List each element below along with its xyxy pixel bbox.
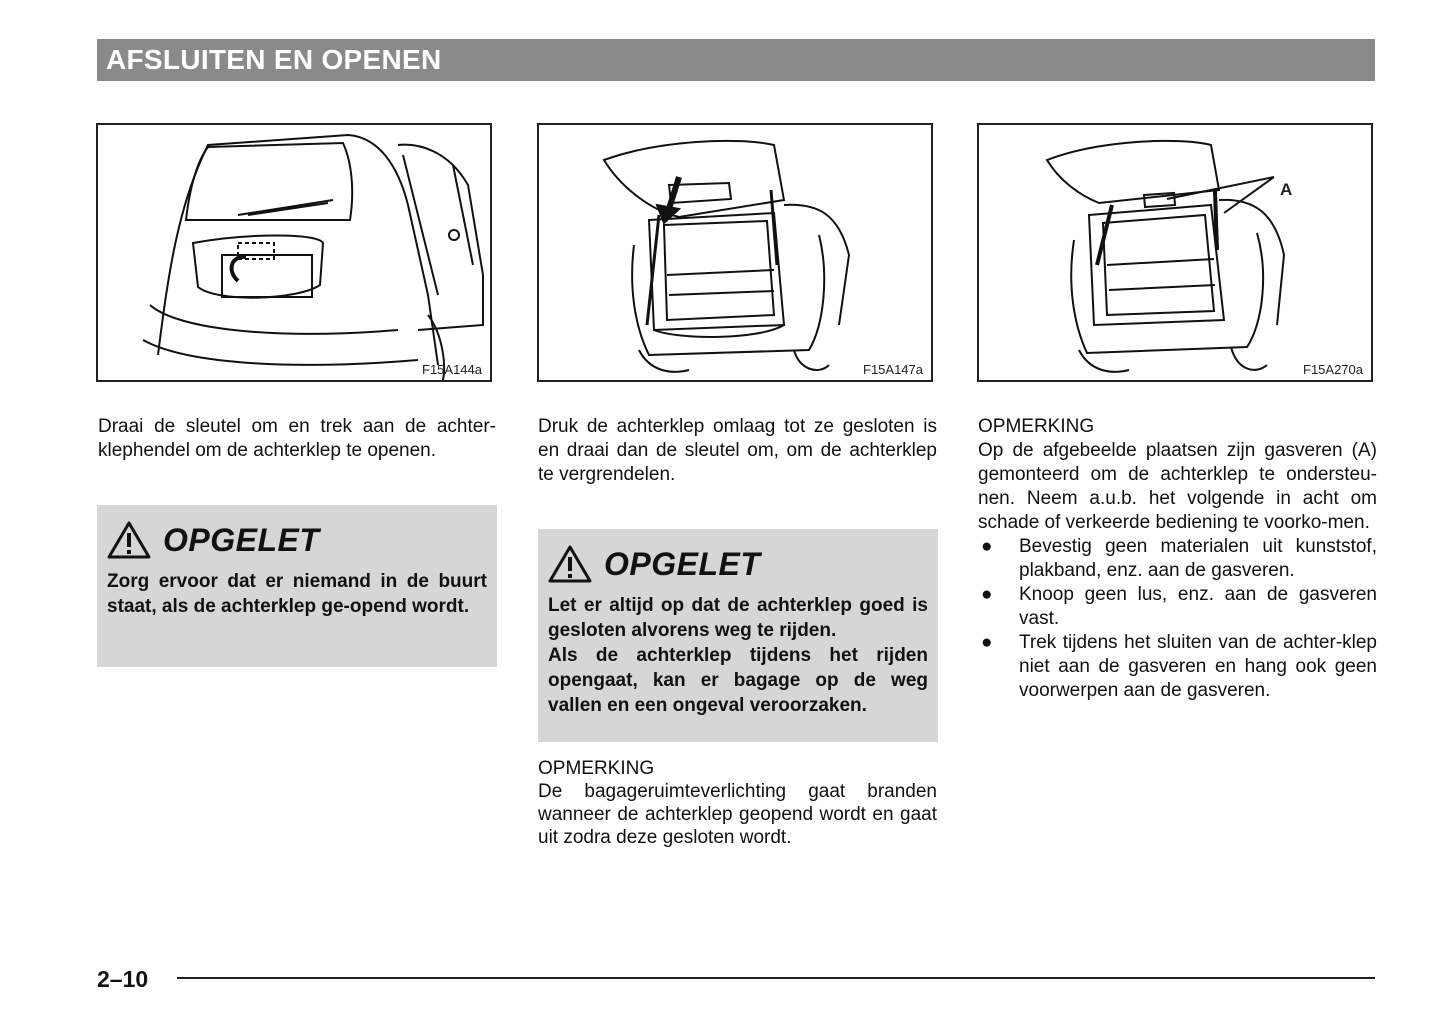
car-rear-handle-illustration (98, 125, 490, 380)
warning-triangle-icon (548, 544, 592, 584)
caution-title-row (107, 515, 487, 565)
instruction-close: Druk de achterklep omlaag tot ze gesloten is en draai dan de sleutel om, om de achterklep te vergrendelen. (538, 416, 937, 485)
warning-triangle-icon (107, 520, 151, 560)
bullet-icon: ● (981, 632, 993, 653)
bullet-list (978, 535, 1377, 703)
section-title: AFSLUITEN EN OPENEN (106, 44, 442, 75)
caution-box-1 (97, 505, 497, 667)
column-2 (538, 415, 937, 487)
caution-title: OPGELET (163, 521, 320, 558)
caution-text-2: Als de achterklep tijdens het rijden opengaat, kan er bagage op de weg vallen en een ongeval veroorzaken. (548, 645, 928, 716)
page-number: 2–10 (97, 966, 149, 992)
caution-title: OPGELET (604, 545, 761, 582)
bullet-icon: ● (981, 584, 993, 605)
list-item (978, 535, 1377, 583)
note-heading: OPMERKING (978, 416, 1095, 437)
list-item-text: Trek tijdens het sluiten van de achter-klep niet aan de gasveren en hang ook geen voorwerpen aan de gasveren. (1019, 632, 1377, 701)
list-item (978, 583, 1377, 631)
figure-gas-springs (977, 123, 1373, 382)
car-rear-open-closing-illustration (539, 125, 931, 380)
figure-code: F15A147a (863, 362, 923, 377)
section-header (97, 39, 1375, 81)
caution-text-1: Let er altijd op dat de achterklep goed is gesloten alvorens weg te rijden. (548, 595, 928, 641)
footer-rule (177, 977, 1375, 979)
car-rear-open-gas-springs-illustration (979, 125, 1371, 380)
note-2 (538, 757, 937, 849)
column-3 (978, 415, 1377, 703)
note-text: De bagageruimteverlichting gaat branden wanneer de achterklep geopend wordt en gaat uit zodra deze gesloten wordt. (538, 781, 937, 848)
list-item-text: Bevestig geen materialen uit kunststof, plakband, enz. aan de gasveren. (1019, 536, 1377, 581)
caution-title-row (548, 539, 928, 589)
note-heading: OPMERKING (538, 758, 655, 779)
caution-text: Zorg ervoor dat er niemand in de buurt staat, als de achterklep ge-opend wordt. (107, 571, 487, 617)
bullet-icon: ● (981, 536, 993, 557)
instruction-open: Draai de sleutel om en trek aan de achter-klephendel om de achterklep te openen. (98, 416, 496, 461)
figure-tailgate-close (537, 123, 933, 382)
list-item (978, 631, 1377, 703)
figure-tailgate-handle (96, 123, 492, 382)
note-text: Op de afgebeelde plaatsen zijn gasveren (A) gemonteerd om de achterklep te ondersteu-nen. Neem a.u.b. het volgende in acht om schade of verkeerde bediening te voorko-men. (978, 440, 1377, 533)
figure-code: F15A270a (1303, 362, 1363, 377)
column-1 (98, 415, 496, 463)
spring-label-a: A (1280, 180, 1293, 199)
figure-code: F15A144a (422, 362, 482, 377)
list-item-text: Knoop geen lus, enz. aan de gasveren vast. (1019, 584, 1377, 629)
caution-box-2 (538, 529, 938, 742)
